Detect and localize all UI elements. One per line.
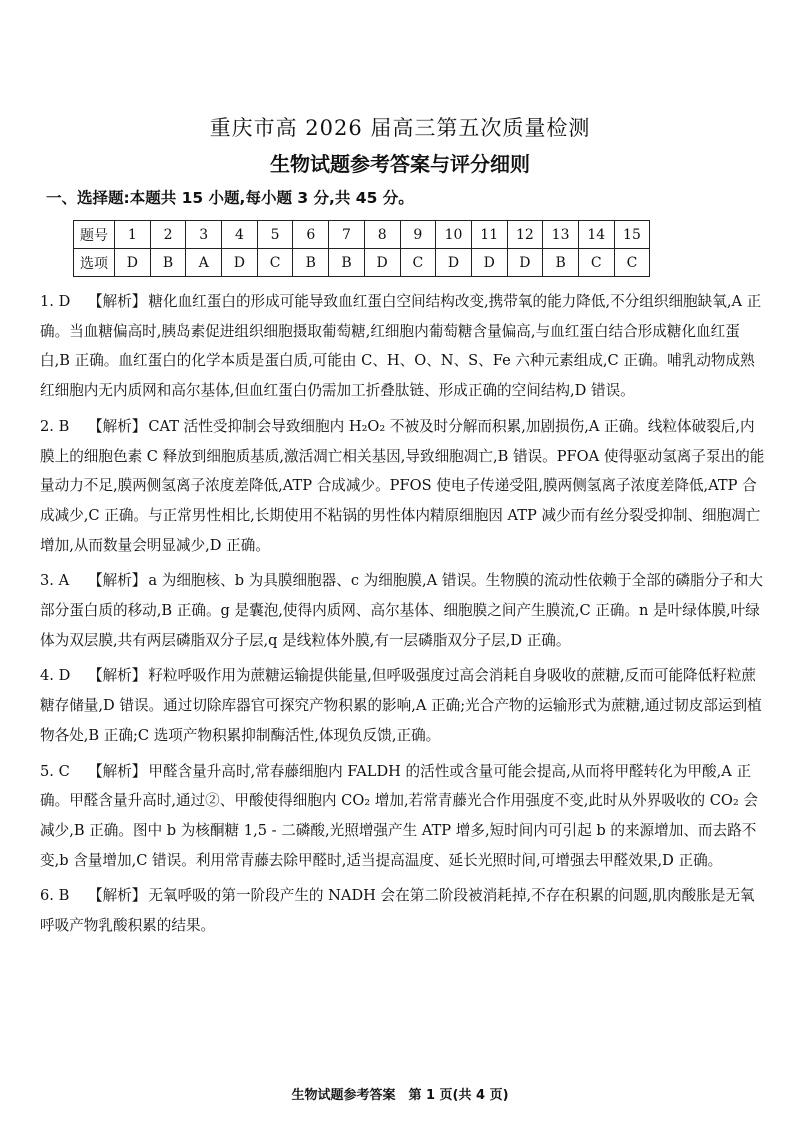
table-row-numbers xyxy=(74,221,650,249)
table-cell: C xyxy=(400,249,436,277)
table-cell: D xyxy=(222,249,258,277)
table-cell: 7 xyxy=(329,221,365,249)
table-cell: D xyxy=(115,249,151,277)
explanation-text: 甲醛含量升高时,常春藤细胞内 FALDH 的活性或含量可能会提高,从而将甲醛转化为甲酸,A 正确。甲醛含量升高时,通过②、甲酸使得细胞内 CO₂ 增加,若常青藤光合作用强度不变,此时从外界吸收的 CO₂ 会减少,B 正确。图中 b 为核酮糖 1,5 - 二磷酸,光照增强产生 ATP 增多,短时间内可引起 b 的来源增加、而去路不变,b 含量增加,C 错误。利用常青藤去除甲醛时,适当提高温度、延长光照时间,可增强去甲醛效果,D 正确。 xyxy=(40,762,758,869)
explanation-item xyxy=(40,661,765,750)
table-cell: D xyxy=(471,249,507,277)
analysis-tag: 【解析】 xyxy=(88,417,147,435)
page-title: 重庆市高 2026 届高三第五次质量检测 xyxy=(209,116,591,140)
analysis-tag: 【解析】 xyxy=(88,667,147,685)
table-cell: 3 xyxy=(186,221,222,249)
table-cell: C xyxy=(578,249,614,277)
table-cell: C xyxy=(614,249,650,277)
question-number: 4. D xyxy=(40,667,71,685)
section-heading: 一、选择题:本题共 15 小题,每小题 3 分,共 45 分。 xyxy=(46,189,414,207)
table-header-cell: 题号 xyxy=(74,221,115,249)
question-number: 5. C xyxy=(40,762,70,780)
page-footer: 生物试题参考答案 第 1 页(共 4 页) xyxy=(291,1088,509,1103)
table-cell: D xyxy=(436,249,472,277)
table-cell: 8 xyxy=(364,221,400,249)
table-cell: A xyxy=(186,249,222,277)
table-row-answers xyxy=(74,249,650,277)
table-cell: 15 xyxy=(614,221,650,249)
table-cell: D xyxy=(364,249,400,277)
table-cell: 11 xyxy=(471,221,507,249)
table-cell: B xyxy=(293,249,329,277)
question-number: 3. A xyxy=(40,572,70,590)
question-number: 6. B xyxy=(40,887,70,905)
explanation-text: 糖化血红蛋白的形成可能导致血红蛋白空间结构改变,携带氧的能力降低,不分组织细胞缺氧,A 正确。当血糖偏高时,胰岛素促进组织细胞摄取葡萄糖,红细胞内葡萄糖含量偏高,与血红蛋白结合形成糖化血红蛋白,B 正确。血红蛋白的化学本质是蛋白质,可能由 C、H、O、N、S、Fe 六种元素组成,C 正确。哺乳动物成熟红细胞内无内质网和高尔基体,但血红蛋白仍需加工折叠肽链、形成正确的空间结构,D 错误。 xyxy=(40,293,762,400)
analysis-tag: 【解析】 xyxy=(88,293,147,310)
explanation-item xyxy=(40,412,765,561)
table-cell: B xyxy=(150,249,186,277)
table-cell: 2 xyxy=(150,221,186,249)
answer-table xyxy=(73,220,650,277)
table-cell: 5 xyxy=(257,221,293,249)
table-cell: 6 xyxy=(293,221,329,249)
explanation-text: CAT 活性受抑制会导致细胞内 H₂O₂ 不被及时分解而积累,加剧损伤,A 正确。线粒体破裂后,内膜上的细胞色素 C 释放到细胞质基质,激活凋亡相关基因,导致细胞凋亡,B 错误。PFOA 使得驱动氢离子泵出的能量动力不足,膜两侧氢离子浓度差降低,ATP 合成减少。PFOS 使电子传递受阻,膜两侧氢离子浓度差降低,ATP 合成减少,C 正确。与正常男性相比,长期使用不粘锅的男性体内精原细胞因 ATP 减少而有丝分裂受抑制、细胞凋亡增加,从而数量会明显减少,D 正确。 xyxy=(40,417,765,554)
table-cell: 10 xyxy=(436,221,472,249)
explanation-item xyxy=(40,881,765,940)
table-cell: B xyxy=(543,249,579,277)
table-cell: 13 xyxy=(543,221,579,249)
table-cell: C xyxy=(257,249,293,277)
table-cell: 14 xyxy=(578,221,614,249)
analysis-tag: 【解析】 xyxy=(88,887,147,905)
explanation-item xyxy=(40,287,765,406)
analysis-tag: 【解析】 xyxy=(88,572,147,590)
explanation-text: a 为细胞核、b 为具膜细胞器、c 为细胞膜,A 错误。生物膜的流动性依赖于全部的磷脂分子和大部分蛋白质的移动,B 正确。g 是囊泡,使得内质网、高尔基体、细胞膜之间产生膜流,C 正确。n 是叶绿体膜,叶绿体为双层膜,共有两层磷脂双分子层,q 是线粒体外膜,有一层磷脂双分子层,D 正确。 xyxy=(40,572,763,649)
page-subtitle: 生物试题参考答案与评分细则 xyxy=(270,152,530,176)
explanation-text: 籽粒呼吸作用为蔗糖运输提供能量,但呼吸强度过高会消耗自身吸收的蔗糖,反而可能降低籽粒蔗糖存储量,D 错误。通过切除库器官可探究产物积累的影响,A 正确;光合产物的运输形式为蔗糖,通过韧皮部运到植物各处,B 正确;C 选项产物积累抑制酶活性,体现负反馈,正确。 xyxy=(40,667,762,744)
table-cell: 4 xyxy=(222,221,258,249)
table-cell: 9 xyxy=(400,221,436,249)
question-number: 1. D xyxy=(40,293,71,310)
table-cell: B xyxy=(329,249,365,277)
explanation-list xyxy=(40,287,765,947)
explanation-item xyxy=(40,757,765,876)
table-header-cell: 选项 xyxy=(74,249,115,277)
question-number: 2. B xyxy=(40,417,70,435)
table-cell: 12 xyxy=(507,221,543,249)
explanation-text: 无氧呼吸的第一阶段产生的 NADH 会在第二阶段被消耗掉,不存在积累的问题,肌肉酸胀是无氧呼吸产物乳酸积累的结果。 xyxy=(40,887,755,935)
analysis-tag: 【解析】 xyxy=(88,762,147,780)
explanation-item xyxy=(40,566,765,655)
table-cell: 1 xyxy=(115,221,151,249)
table-cell: D xyxy=(507,249,543,277)
